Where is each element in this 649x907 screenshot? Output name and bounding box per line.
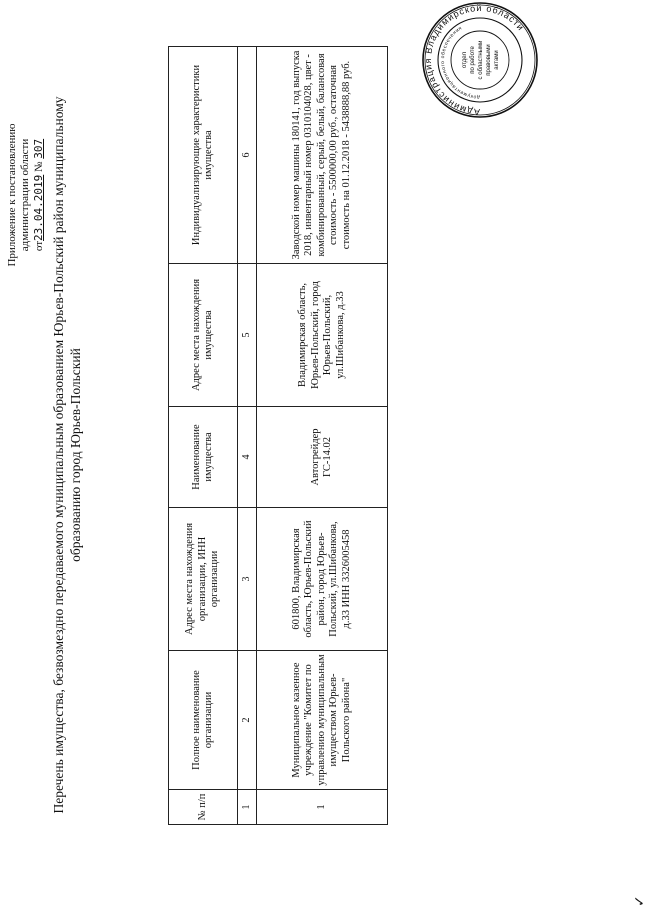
official-stamp bbox=[420, 0, 540, 120]
stamp-outer-text: Администрация Владимирской области bbox=[422, 2, 527, 118]
table-row bbox=[257, 47, 388, 825]
stamp-inner-text: документационного обеспечения bbox=[439, 25, 481, 101]
table-column-number-row bbox=[238, 47, 257, 825]
header-date-line bbox=[32, 45, 46, 345]
column-number: 2 bbox=[238, 651, 257, 790]
column-number: 4 bbox=[238, 407, 257, 508]
row-property-address: Владимирская область, Юрьев-Польский, город Юрьев-Польский, ул.Шибанкова, д.33 bbox=[257, 264, 388, 407]
row-property-name: Автогрейдер ГС-14.02 bbox=[257, 407, 388, 508]
document-title bbox=[50, 25, 84, 885]
title-line-2: образованию город Юрьев-Польский bbox=[68, 348, 83, 562]
header-cell-property-name: Наименование имущества bbox=[169, 407, 238, 508]
stamp-center-line: актами bbox=[494, 50, 500, 70]
header-cell-characteristics: Индивидуализирующие характеристики имущества bbox=[169, 47, 238, 264]
header-cell-property-address: Адрес места нахождения имущества bbox=[169, 264, 238, 407]
title-line-1: Перечень имущества, безвозмездно передаваемого муниципальным образованием Юрьев-Польский район муниципальному bbox=[51, 96, 66, 814]
header-cell-org-name: Полное наименование организации bbox=[169, 651, 238, 790]
row-characteristics: Заводской номер машины 180141, год выпуска 2018, инвентарный номер 0310104028, цвет - комбинированный, серый, белый, балансовая стоимость - 5500000,00 руб., остаточная стоимость на 01.12.2018 - 5438888,88 руб. bbox=[257, 47, 388, 264]
pen-mark-icon: ✓ bbox=[633, 895, 648, 907]
table-header-row bbox=[169, 47, 238, 825]
column-number: 1 bbox=[238, 790, 257, 825]
header-line-1: Приложение к постановлению bbox=[6, 123, 18, 267]
property-table bbox=[168, 46, 388, 825]
header-number: 307 bbox=[32, 138, 45, 159]
row-org-address: 601800, Владимирская область, Юрьев-Польский район, город Юрьев-Польский, ул.Шибанкова, д.33 ИНН 3326005458 bbox=[257, 508, 388, 651]
header-date-prefix: от bbox=[33, 240, 45, 252]
resolution-header bbox=[6, 45, 46, 345]
row-org-name: Муниципальное казенное учреждение "Комитет по управлению муниципальным имуществом Юрьев-Польского района" bbox=[257, 651, 388, 790]
column-number: 3 bbox=[238, 508, 257, 651]
stamp-center-line: по работе bbox=[470, 46, 476, 74]
header-cell-number: № п/п bbox=[169, 790, 238, 825]
header-number-prefix: № bbox=[33, 158, 45, 175]
header-date: 23.04.2019 bbox=[32, 174, 45, 241]
header-cell-org-address: Адрес места нахождения организации, ИНН организации bbox=[169, 508, 238, 651]
column-number: 6 bbox=[238, 47, 257, 264]
column-number: 5 bbox=[238, 264, 257, 407]
stamp-center-line: правовыми bbox=[486, 44, 492, 76]
header-line-2: администрации области bbox=[19, 138, 31, 252]
row-number: 1 bbox=[257, 790, 388, 825]
stamp-center-line: с областными bbox=[478, 40, 484, 80]
stamp-center-line: отдел bbox=[462, 52, 468, 68]
